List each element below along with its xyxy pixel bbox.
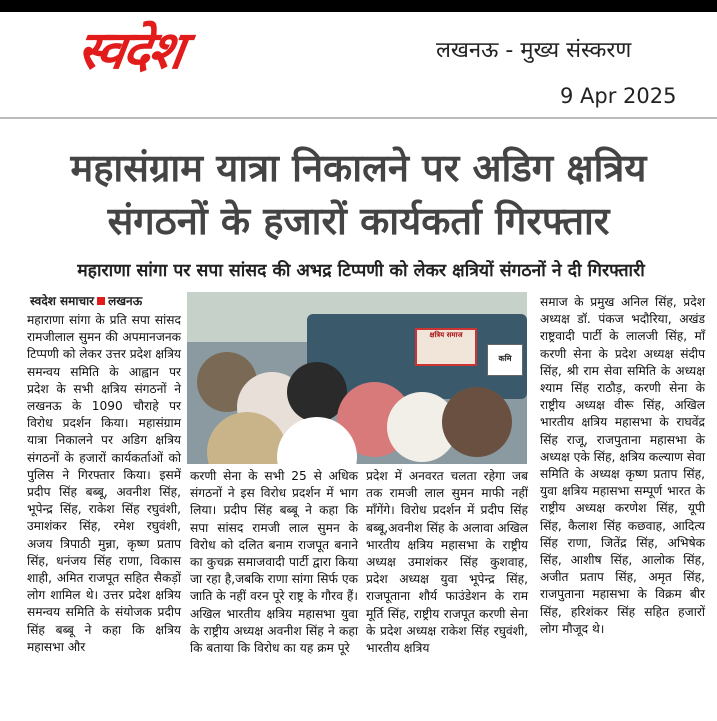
byline	[30, 292, 142, 309]
subheadline: महाराणा सांगा पर सपा सांसद की अभद्र टिप्पणी को लेकर क्षत्रियों संगठनों ने दी गिरफ्तारी	[77, 261, 645, 281]
article-column-1: महाराणा सांगा के प्रति सपा सांसद रामजीलाल सुमन की अपमानजनक टिप्पणी को लेकर उत्तर प्रदेश क्षत्रिय समन्वय समिति के आह्वान पर प्रदेश के सभी क्षत्रिय संगठनों ने लखनऊ के 1090 चौराहे पर विरोध प्रदर्शन किया। महासंग्राम यात्रा निकालने पर अडिग क्षत्रिय संगठनों के हजारों कार्यकर्ताओं को पुलिस ने गिरफ्तार किया। इसमें प्रदीप सिंह बब्बू, अवनीश सिंह, भूपेन्द्र सिंह, राकेश सिंह रघुवंशी, उमाशंकर सिंह, रमेश रघुवंशी, अजय त्रिपाठी मुन्ना, कृष्ण प्रताप सिंह, धनंजय सिंह राणा, विकास शाही, अमित राजपूत सहित सैकड़ों लोग शामिल थे। उत्तर प्रदेश क्षत्रिय समन्वय समिति के संयोजक प्रदीप सिंह बब्बू ने कहा कि क्षत्रिय महासभा और	[27, 313, 181, 654]
byline-source: स्वदेश समाचार	[30, 294, 95, 308]
top-black-bar	[0, 0, 717, 12]
masthead-divider	[0, 117, 717, 119]
article-column-2: करणी सेना के सभी 25 से अधिक संगठनों ने इस विरोध प्रदर्शन में भाग लिया। प्रदीप सिंह बब्बू ने कहा कि सपा सांसद रामजी लाल सुमन के विरोध को दलित बनाम राजपूत बनाने का कुचक्र समाजवादी पार्टी द्वारा किया जा रहा है,जबकि राणा सांगा सिर्फ एक जाति के नहीं वरन पूरे राष्ट्र के गौरव हैं। अखिल भारतीय क्षत्रिय महासभा युवा के राष्ट्रीय अध्यक्ष अवनीश सिंह ने कहा कि बताया कि विरोध का यह क्रम पूरे	[190, 469, 358, 656]
photo-placard: कमि	[487, 344, 523, 376]
news-photo	[187, 292, 527, 464]
headline-line-2: संगठनों के हजारों कार्यकर्ता गिरफ्तार	[107, 199, 610, 243]
article-column-4: समाज के प्रमुख अनिल सिंह, प्रदेश अध्यक्ष डॉ. पंकज भदौरिया, अखंड राष्ट्रवादी पार्टी के लालजी सिंह, माँ करणी सेना के प्रदेश अध्यक्ष संदीप सिंह, श्री राम सेवा समिति के अध्यक्ष श्याम सिंह राठौड़, करणी सेना के राष्ट्रीय अध्यक्ष वीरू सिंह, अखिल भारतीय क्षत्रिय महासभा के राघवेंद्र सिंह राजू, राजपुताना महासभा के अध्यक्ष एके सिंह, क्षत्रिय कल्याण सेवा समिति के अध्यक्ष कृष्ण प्रताप सिंह, युवा क्षत्रिय महासभा सम्पूर्ण भारत के राष्ट्रीय अध्यक्ष करणेश सिंह, यूपी सिंह, कैलाश सिंह कछवाह, आदित्य सिंह राणा, जितेंद्र सिंह, अभिषेक सिंह, आशीष सिंह, आलोक सिंह, अजीत प्रताप सिंह, अमृत सिंह, राजपुताना महासभा के विक्रम बीर सिंह, हरिशंकर सिंह सहित हजारों लोग मौजूद थे।	[540, 295, 705, 636]
publication-date: 9 Apr 2025	[560, 84, 677, 108]
edition-label: लखनऊ - मुख्य संस्करण	[436, 38, 632, 63]
masthead-logo	[70, 16, 370, 88]
photo-crowd-figure	[442, 387, 512, 457]
photo-protest-banner: क्षत्रिय समाज	[415, 328, 477, 366]
byline-place: लखनऊ	[108, 294, 143, 308]
byline-square-icon	[97, 297, 105, 305]
logo-text: स्वदेश	[73, 21, 187, 81]
headline-line-1: महासंग्राम यात्रा निकालने पर अडिग क्षत्रिय	[70, 146, 647, 190]
article-column-3: प्रदेश में अनवरत चलता रहेगा जब तक रामजी लाल सुमन माफी नहीं माँगेंगे। विरोध प्रदर्शन में प्रदीप सिंह बब्बू,अवनीश सिंह के अलावा अखिल भारतीय क्षत्रिय महासभा के राष्ट्रीय अध्यक्ष उमाशंकर सिंह कुशवाह, प्रदेश अध्यक्ष युवा भूपेन्द्र सिंह, राजपूताना शौर्य फाउंडेशन के राम मूर्ति सिंह, राष्ट्रीय राजपूत करणी सेना के प्रदेश अध्यक्ष राकेश सिंह रघुवंशी, भारतीय क्षत्रिय	[366, 469, 528, 656]
